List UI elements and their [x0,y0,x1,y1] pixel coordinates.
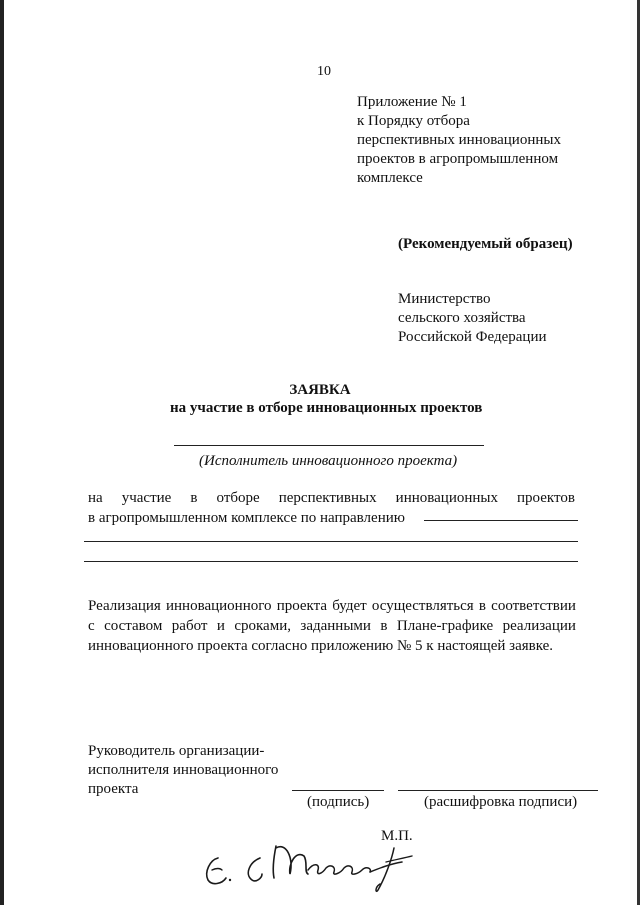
word: Плане-графике [396,618,494,634]
word: реализации [502,618,576,634]
word: отборе [216,490,260,506]
executor-caption: (Исполнитель инновационного проекта) [199,453,458,469]
participation-line-2: в агропромышленном комплексе по направлению [88,510,405,526]
word: инновационных [395,490,498,506]
word: сроками, [234,618,291,634]
appendix-line: к Порядку отбора [357,113,470,129]
word: проекта [276,598,328,614]
word: заданными [300,618,371,634]
implementation-line-1 [88,597,576,616]
signature-caption: (подпись) [307,794,370,810]
word: в [478,598,486,614]
appendix-block [357,93,561,188]
signatory-line: Руководитель организации- [88,743,265,759]
signatory-block [88,742,278,799]
scan-edge-left [0,0,4,905]
signature-decode-fill-line [398,790,598,791]
addressee-block [398,290,547,347]
signatory-line: проекта [88,781,139,797]
word: в [190,490,198,506]
appendix-line: проектов в агропромышленном [357,151,559,167]
document-subtitle: на участие в отборе инновационных проектов [170,400,483,416]
participation-line-1 [88,489,575,508]
addressee-line: Министерство [398,291,491,307]
word: и [216,618,225,634]
word: работ [171,618,208,634]
page-number: 10 [317,64,331,79]
recommended-sample-label: (Рекомендуемый образец) [398,236,573,252]
word: осуществляться [371,598,474,614]
direction-fill-line-3 [84,561,578,562]
stamp-place-label: М.П. [381,828,413,844]
word: Реализация [88,598,161,614]
word: будет [332,598,367,614]
direction-fill-line-2 [84,541,578,542]
word: соответствии [491,598,576,614]
handwritten-signature [190,828,430,898]
document-title: ЗАЯВКА [289,382,351,398]
word: проектов [517,490,575,506]
signature-decode-caption: (расшифровка подписи) [424,794,578,810]
word: в [380,618,388,634]
word: составом [104,618,163,634]
direction-fill-line [424,520,578,521]
addressee-line: Российской Федерации [398,329,547,345]
word: инновационного [166,598,272,614]
word: с [88,618,95,634]
signature-fill-line [292,790,384,791]
word: участие [121,490,172,506]
appendix-line: перспективных инновационных [357,132,561,148]
implementation-line-2 [88,617,576,636]
addressee-line: сельского хозяйства [398,310,526,326]
word: на [88,490,103,506]
appendix-line: Приложение № 1 [357,94,467,110]
implementation-line-3: инновационного проекта согласно приложению № 5 к настоящей заявке. [88,638,554,654]
signatory-line: исполнителя инновационного [88,762,279,778]
executor-fill-line [174,445,484,446]
word: перспективных [278,490,377,506]
appendix-line: комплексе [357,170,423,186]
